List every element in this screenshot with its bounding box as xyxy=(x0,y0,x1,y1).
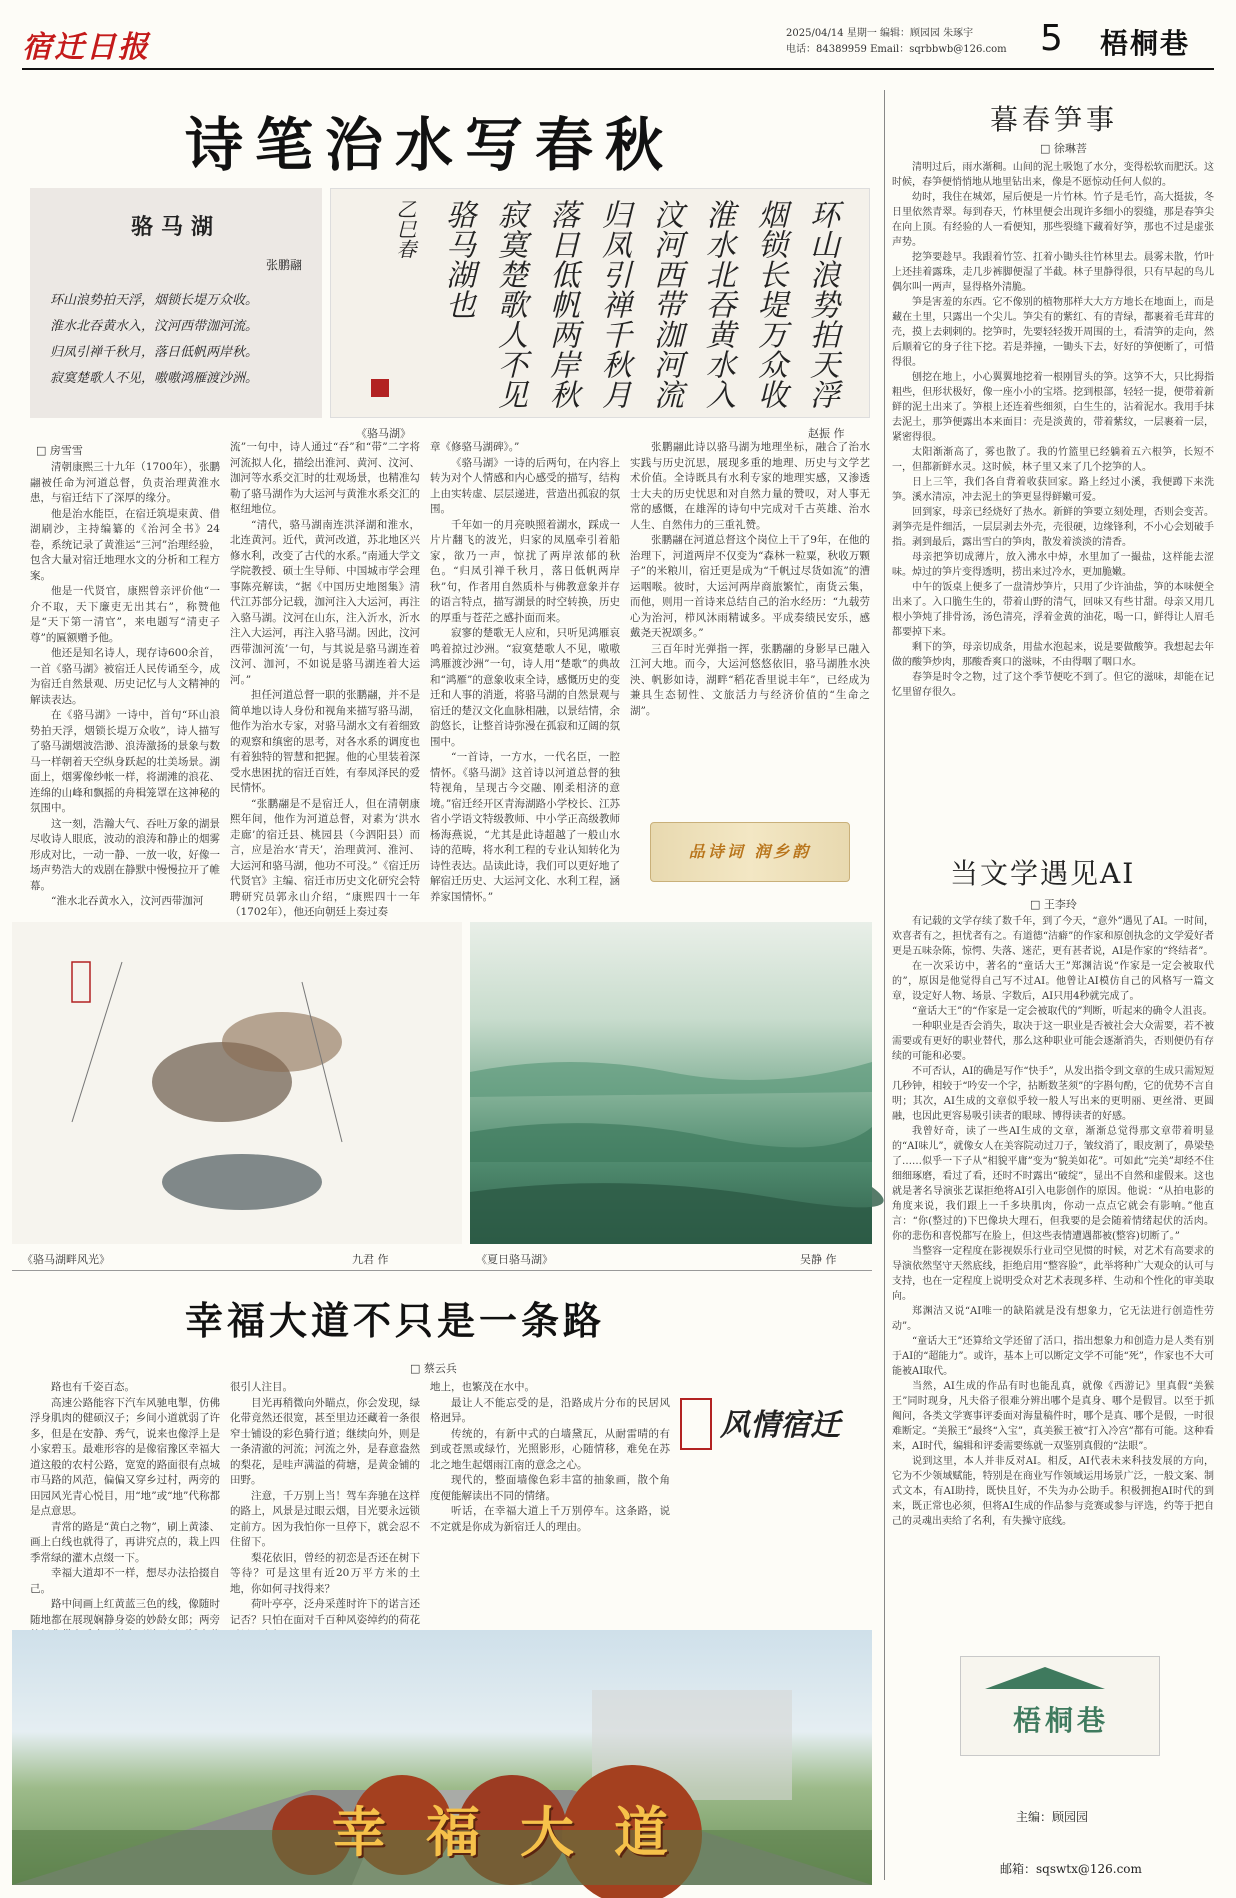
painting1-credit: 九君 作 xyxy=(352,1253,389,1266)
essay1-body xyxy=(892,160,1214,835)
road-sign-text: 幸福大道 xyxy=(332,1800,708,1864)
paragraph: 母亲把笋切成薄片，放入沸水中焯，水里加了一撮盐，这样能去涩味。焯过的笋片变得透明，捞出来过冷水，更加脆嫩。 xyxy=(892,552,1214,578)
paragraph: 郑渊洁又说“AI唯一的缺陷就是没有想象力，它无法进行创造性劳动”。 xyxy=(892,1306,1214,1332)
section-footer-box xyxy=(960,1656,1160,1756)
boats-illustration xyxy=(12,922,462,1244)
road-byline: □ 蔡云兵 xyxy=(410,1362,457,1375)
paragraph: 路中间画上红黄蓝三色的线，像随时随地都在展现娴静身姿的妙龄女郎；两旁 xyxy=(30,1598,220,1626)
section-divider xyxy=(12,1270,872,1271)
road-label-seal-icon xyxy=(680,1398,712,1450)
poem-author: 张鹏翮 xyxy=(265,258,302,272)
paragraph: “一首诗，一方水，一代名臣，一腔情怀。《骆马湖》这首诗以河道总督的独特视角，呈现古今交融、刚柔相济的意境。”宿迁经开区青海湖路小学校长、江苏省小学语文特级教师、中小学正高级教师杨海燕说，“尤其是此诗超越了一般山水诗的范畴，将水利工程的专业认知转化为诗性表达。品读此诗，我们可以更好地了解宿迁历史、大运河文化、水利工程，涵养家国情怀。” xyxy=(430,751,620,903)
calligraphy-credit: 赵振 作 xyxy=(808,427,845,440)
paragraph: 他是治水能臣，在宿迁筑堤束黄、借湖刷沙，主持编纂的《治河全书》24卷，系统记录了黄淮运“三河”治理经验，包含大量对宿迁地理水文的分析和工程方案。 xyxy=(30,507,220,582)
paragraph: “淮水北吞黄水入，汶河西带泇河 xyxy=(51,895,204,907)
page-number: 5 xyxy=(1040,18,1063,59)
poem-title: 骆马湖 xyxy=(130,214,221,240)
paragraph: 寂寥的楚歌无人应和，只听见鸿雁哀鸣着掠过沙洲。“寂寞楚歌人不见，嗷嗷鸿雁渡沙洲”一句，诗人用“楚歌”的典故和“鸿雁”的意象收束全诗，感慨历史的变迁和人事的消逝，将骆马湖的自然景观与宿迁的楚汉文化血脉相融，以景结情，余韵悠长，让整首诗弥漫在孤寂和辽阔的氛围中。 xyxy=(430,627,620,748)
essay2-byline: □ 王李玲 xyxy=(1030,898,1077,911)
painting1-caption: 《骆马湖畔风光》 xyxy=(22,1253,110,1266)
essay2-title: 当文学遇见AI xyxy=(950,857,1136,890)
paragraph: 一种职业是否会消失，取决于这一职业是否被社会大众需要，若不被需要或有更好的职业替代，那么这种职业可能会逐渐消失，否则便仍有存续的可能和必要。 xyxy=(892,1021,1214,1062)
paragraph: 幸福大道却不一样，想尽办法拾掇自己。 xyxy=(30,1567,220,1595)
road-col-1 xyxy=(30,1380,220,1628)
paragraph: 清朝康熙三十九年（1700年），张鹏翮被任命为河道总督，负责治理黄淮水患，与宿迁结下了深厚的缘分。 xyxy=(30,461,220,504)
road-title: 幸福大道不只是一条路 xyxy=(185,1298,606,1343)
paragraph: 地上，也繁茂在水中。 xyxy=(430,1381,535,1393)
paragraph: 中午的饭桌上便多了一盘清炒笋片，只用了少许油盐，笋的本味便全出来了。入口脆生生的，带着山野的清气，回味又有些甘甜。母亲又用几根小笋炖了排骨汤，汤色清亮，浮着金黄的油花，喝一口，鲜得让人眉毛都要掉下来。 xyxy=(892,582,1214,638)
paragraph: 挖笋要趁早。我跟着竹笠、扛着小锄头往竹林里去。晨雾未散，竹叶上还挂着露珠，走几步裤脚便湿了半截。林子里静得很，只有早起的鸟儿偶尔叫一两声，显得格外清脆。 xyxy=(892,252,1214,293)
calligraphy-column: 环山浪势拍天浮 xyxy=(804,199,839,409)
poem-line: 寂寞楚歌人不见，嗷嗷鸿雁渡沙洲。 xyxy=(50,371,259,386)
paragraph: 听话，在幸福大道上千万别停车。这条路，说不定就是你成为新宿迁人的理由。 xyxy=(430,1505,670,1533)
paragraph: 路也有千姿百态。 xyxy=(51,1381,135,1393)
painting2-caption: 《夏日骆马湖》 xyxy=(476,1253,553,1266)
calligraphy-caption: 《骆马湖》 xyxy=(356,427,411,440)
contact-line: 电话：84389959 Email：sqrbbwb@126.com xyxy=(786,44,1007,55)
email-line: 邮箱：sqswtx@126.com xyxy=(1000,1862,1142,1876)
calligraphy-column: 淮水北吞黄水入 xyxy=(700,199,735,409)
calligraphy-column: 汶河西带泇河流 xyxy=(648,199,683,409)
house-icon xyxy=(985,1667,1105,1689)
paragraph: 在《骆马湖》一诗中，首句“环山浪势拍天浮，烟锁长堤万众收”，诗人描写了骆马湖烟波浩渺、浪涛激扬的景象与数马一样朝着天空纵身跃起的壮美场景。湖面上，烟雾像纱帐一样，将湖滩的浪花、连绵的山峰和飘摇的舟楫笼罩在这神秘的氛围中。 xyxy=(30,709,220,814)
paragraph: 高速公路能容下汽车风驰电掣，仿佛浮身肌肉的健硕汉子；乡间小道就弱了许多，但是在安静、秀气，说来也像浮上是小家碧玉。最难形容的是像宿豫区幸福大道这般的农村公路，宽宽的路面很有点城市马路的风范，偏偏又穿乡过村，两旁的田园风光青心悦目，用“地”或“地”代称都是点意思。 xyxy=(30,1396,220,1517)
newspaper-logo: 宿迁日报 xyxy=(22,30,150,65)
feature-col-4 xyxy=(630,440,870,775)
poem-line: 环山浪势拍天浮，烟锁长堤万众收。 xyxy=(50,293,259,308)
editor-line: 主编：顾园园 xyxy=(1016,1810,1089,1824)
seal-stamp-icon xyxy=(371,379,389,397)
calligraphy-column: 寂寞楚歌人不见 xyxy=(492,199,527,409)
paragraph: 这一刻，浩瀚大气、吞吐万象的湖景尽收诗人眼底，波动的浪涛和静止的烟雾形成对比，一动一静、一放一收，好像一场声势浩大的戏剧在静默中慢慢拉开了帷幕。 xyxy=(30,817,220,892)
paragraph: 张鹏翮此诗以骆马湖为地理坐标，融合了治水实践与历史沉思，展现多重的地理、历史与文学艺术价值。全诗既具有水利专家的地理实感，又渗透士大夫的历史忧思和对自然力量的赞叹，对人事无常的感慨，在雄浑的诗句中完成对千古英雄、治水人生、自然伟力的三重礼赞。 xyxy=(630,441,870,531)
poem-line: 归凤引禅千秋月，落日低帆两岸秋。 xyxy=(50,345,259,360)
paragraph: 日上三竿，我们各自背着收获回家。路上经过小溪，我便蹲下来洗笋。溪水清凉，冲去泥土的笋更显得鲜嫩可爱。 xyxy=(892,477,1214,503)
section-label-art xyxy=(650,822,850,882)
essay1-title: 暮春笋事 xyxy=(990,103,1119,136)
paragraph: “清代，骆马湖南连洪泽湖和淮水，北连黄河。近代，黄河改道，苏北地区兴修水利，改变了古代的水系。”南通大学文学院教授、硕士生导师、中国城市学会理事陈亮解读，“据《中国历史地图集》清代江苏部分记载，泇河注入大运河，再注入骆马湖。汶河在山东，注入沂水，沂水注入大运河，再注入骆马湖。因此，汶河西带泇河流’一句，与其说是骆马湖连着汶河、泇河，不如说是骆马湖连着大运河。” xyxy=(230,518,420,686)
paragraph: 目光再稍微向外瞄点，你会发现，绿化带竟然还很宽，甚至里边还藏着一条很窄士铺设的彩色骑行道；继续向外，则是一条清澈的河流；河流之外，是春意盎然的梨花，是哇声满溢的荷塘，是黄金铺的田野。 xyxy=(230,1396,420,1486)
paragraph: 现代的，整面墙像色彩丰富的抽象画，散个角度便能解读出不同的情绪。 xyxy=(430,1474,670,1502)
section-name: 梧桐巷 xyxy=(1100,27,1191,60)
essay1-byline: □ 徐琳菩 xyxy=(1040,142,1087,155)
feature-col-3 xyxy=(430,440,620,920)
paragraph: 清明过后，雨水渐稠。山间的泥土吸饱了水分，变得松软而肥沃。这时候，春笋便悄悄地从地里钻出来，像是不愿惊动任何人似的。 xyxy=(892,162,1214,188)
paragraph: 当整容一定程度在影视娱乐行业司空见惯的时候，对艺术有高要求的导演依然坚守天然底线，拒绝启用“整容脸”，此举将种广大观众的认可与支持，也在一定程度上说明受众对艺术表现多样、生动和个性化的审美取向。 xyxy=(892,1246,1214,1302)
footer-box-label: 梧桐巷 xyxy=(1012,1704,1109,1737)
feature-col-1 xyxy=(30,460,220,920)
paragraph: 在一次采访中，著名的“童话大王”郑渊洁说“作家是一定会被取代的”，原因是他觉得自己写不过AI。他曾让AI模仿自己的风格写一篇文章，设定好人物、场景、字数后，AI只用4秒就完成了。 xyxy=(892,961,1214,1002)
calligraphy-column: 乙巳春 xyxy=(393,199,417,259)
paragraph: 《骆马湖》一诗的后两句，在内容上转为对个人情感和内心感受的描写，结构上由实转虚、层层递进，营造出孤寂的氛围。 xyxy=(430,456,620,515)
column-divider xyxy=(884,90,885,1880)
paragraph: 梨花依旧，曾经的初恋是否还在树下等待？可是这里有近20万平方米的土地，你如何寻找得来？ xyxy=(230,1551,420,1595)
calligraphy-column: 烟锁长堤万众收 xyxy=(752,199,787,409)
paragraph: 流”一句中，诗人通过“吞”和“带”二字将河流拟人化，描绘出淮河、黄河、汶河、泇河等水系交汇时的壮观场景，也精准勾勒了骆马湖作为大运河与黄淮水系交汇的枢纽地位。 xyxy=(230,441,420,515)
paragraph: 剩下的笋，母亲切成条，用盐水泡起来，说是要做酸笋。我想起去年做的酸笋炒肉，那酸香爽口的滋味，不由得咽了咽口水。 xyxy=(892,642,1214,668)
masthead-rule xyxy=(22,68,1214,70)
road-col-3 xyxy=(430,1380,670,1533)
paragraph: 最让人不能忘受的是，沿路成片分布的民居风格迥异。 xyxy=(430,1396,670,1424)
paragraph: 当然，AI生成的作品有时也能乱真，就像《西游记》里真假“美猴王”同时现身，凡夫俗子很难分辨出哪个是真身、哪个是假冒。以至于抓阄问，各类文学赛事评委面对海量稿件时，哪个是真、哪个是假，一时很难断定。“美猴王”最终“入宝”，真美猴王被“打入冷宫”都有可能。这种看来，AI时代，编辑和评委需要练就一双鉴别真假的“法眼”。 xyxy=(892,1381,1214,1452)
calligraphy-column: 落日低帆两岸秋 xyxy=(544,199,579,409)
paragraph: 传统的，有新中式的白墙黛瓦，从耐雷晴的有到或苍黑或绿竹，光照影形，心随情移，难免在苏北之地生起烟雨江南的意念之心。 xyxy=(430,1427,670,1471)
feature-title: 诗笔治水写春秋 xyxy=(185,111,676,179)
paragraph: 张鹏翮在河道总督这个岗位上干了9年，在他的治理下，河道两岸不仅变为“森林一粒粟，秋收万颗子”的米粮川，宿迁更是成为“千帆过尽货如流”的漕运咽喉。彼时，大运河两岸商旅繁忙，南货云集，而他，则用一首诗来总结自己的治水经历：“九载劳心为治河，栉风沐雨精诚多。平成奏绩民安乐，感戴尧天祝颂多。” xyxy=(630,534,870,639)
paragraph: 他是一代贤官，康熙曾亲评价他“一介不取，天下廉吏无出其右”，称赞他是“天下第一清官”，来电题写“清吏子尊”的匾额赠予他。 xyxy=(30,585,220,644)
paragraph: 刨挖在地上，小心翼翼地挖着一根刚冒头的笋。这笋不大，只比拇指粗些，但形状极好，像一座小小的宝塔。挖到根部，轻轻一提，便带着新鲜的泥土出来了。笋根上还连着些细须，白生生的，沾着泥水。我用手抹去泥土，那笋便露出本来面目：壳是淡黄的，带着紫纹，一层裹着一层，紧密得很。 xyxy=(892,372,1214,443)
painting2-credit: 吴静 作 xyxy=(800,1253,837,1266)
calligraphy-column: 归凤引禅千秋月 xyxy=(596,199,631,409)
calligraphy-column: 骆马湖也 xyxy=(440,199,475,319)
calligraphy-artwork xyxy=(330,188,870,418)
paragraph: 有记载的文学存续了数千年，到了今天，“意外”遇见了AI。一时间，欢喜者有之，担忧者有之。有道德“洁癖”的作家和原创执念的文学爱好者更是五味杂陈，惊愕、失落、迷茫，更有甚者说，AI是作家的“终结者”。 xyxy=(892,916,1214,957)
paragraph: 很引人注目。 xyxy=(230,1381,293,1393)
paragraph: 幼时，我住在城郊，屋后便是一片竹林。竹子是毛竹，高大挺拔，冬日里依然青翠。每到春天，竹林里便会出现许多细小的裂缝，那是春笋尖在向上顶。有经验的人一看便知，那些裂缝下藏着好笋，那也不过是虚张声势。 xyxy=(892,192,1214,248)
poem-box xyxy=(30,188,322,418)
paragraph: 千年如一的月亮映照着湖水，踩成一片片翻飞的波光，归家的凤凰牵引着船家，欲乃一声，惊扰了两岸浓郁的秋色。“归凤引禅千秋月，落日低帆两岸秋”句，作者用自然质朴与佛教意象并存的语言特点，描写湖景的时空转换，历史的厚重与苍茫之感扑面而来。 xyxy=(430,518,620,624)
date-line: 2025/04/14 星期一 编辑：顾园园 朱琢宇 xyxy=(786,28,974,39)
paragraph: “童话大王”的“作家是一定会被取代的”判断，听起来的确令人沮丧。 xyxy=(912,1006,1213,1017)
paragraph: 回到家，母亲已经烧好了热水。新鲜的笋要立刻处理，否则会变苦。剥笋壳是件细活，一层层剥去外壳，壳很硬，边缘锋利，不小心会划破手指。剥到最后，露出雪白的笋肉，散发着淡淡的清香。 xyxy=(892,507,1214,548)
paragraph: 春笋是时令之物，过了这个季节便吃不到了。但它的滋味，却能在记忆里留存很久。 xyxy=(892,672,1214,698)
paragraph: 荷叶亭亭，泛舟采莲时许下的诺言还记否？只怕在面对千百种风姿绰约的荷花 xyxy=(230,1598,420,1626)
road-label-text: 风情宿迁 xyxy=(720,1408,840,1443)
feature-byline: □ 房雪雪 xyxy=(36,444,83,457)
poem-line: 淮水北吞黄水入，汶河西带泇河流。 xyxy=(50,319,259,334)
paragraph: 不可否认，AI的确是写作“快手”，从发出指令到文章的生成只需短短几秒钟，相较于“吟安一个字，拈断数茎须”的字斟句酌，它的优势不言自明；其次，AI生成的文章似乎较一般人写出来的更明丽、更丝滑、更圆融，也因此更容易吸引读者的眼球、博得读者的好感。 xyxy=(892,1066,1214,1122)
paragraph: 担任河道总督一职的张鹏翮，并不是简单地以诗人身份和视角来描写骆马湖，他作为治水专家，对骆马湖水文有着细致的观察和缜密的思考，对各水系的调度也有着独特的智慧和把握。他的心里装着深受水患困扰的宿迁百姓，有奉凤泽民的爱民情怀。 xyxy=(230,689,420,794)
paragraph: 三百年时光弹指一挥，张鹏翮的身影早已融入江河大地。而今，大运河悠悠依旧，骆马湖胜水泱泱、帆影如诗，湖畔“稻花香里说丰年”，已经成为兼具生态韧性、文旅活力与经济价值的“生命之湖”。 xyxy=(630,642,870,717)
poem-lines xyxy=(50,288,310,392)
paragraph: “张鹏翮是不是宿迁人，但在清朝康熙年间，他作为河道总督，对素为‘洪水走廊’的宿迁县、桃园县（今泗阳县）而言，应是治水‘青天’，治理黄河、淮河、大运河和骆马湖，他功不可没。”《宿迁历代贤官》主编、宿迁市历史文化研究会特聘研究员郭永山介绍，“康熙四十一年（1702年），他还向朝廷上奏过奏 xyxy=(230,797,420,918)
lake-illustration xyxy=(470,922,872,1244)
feature-col-2 xyxy=(230,440,420,920)
section-label-text: 品诗词 润乡韵 xyxy=(688,842,812,861)
road-col-2 xyxy=(230,1380,420,1628)
paragraph: 笋是害羞的东西。它不像别的植物那样大大方方地长在地面上，而是藏在土里，只露出一个尖儿。笋尖有的紫红、有的青绿，都裹着毛茸茸的壳，摸上去刺刺的。挖笋时，先要轻轻拨开周围的土，看清笋的走向，然后顺着它的身子往下挖。若是莽撞，一锄头下去，好好的笋便断了，可惜得很。 xyxy=(892,297,1214,368)
painting-boats xyxy=(12,922,462,1244)
road-photo xyxy=(12,1630,872,1885)
paragraph: 说到这里，本人并非反对AI。相反，AI代表未来科技发展的方向，它为不少领域赋能，特别是在商业写作领域运用场景广泛，一般文案、制式文本，有AI助持，既快且好，不失为办公助手。积极拥抱AI时代的到来，既正常也必须，但将AI生成的作品参与竞赛或参与评选，约等于把自己的灵魂出卖给了名利，有失操守底线。 xyxy=(892,1456,1214,1527)
paragraph: 太阳渐渐高了，雾也散了。我的竹篮里已经躺着五六根笋，长短不一，但都新鲜水灵。这时候，林子里又来了几个挖笋的人。 xyxy=(892,447,1214,473)
road-label-art xyxy=(680,1390,860,1460)
painting-lake xyxy=(470,922,872,1244)
paragraph: 青常的路是“黄白之物”，刷上黄漆、画上白线也就得了，再讲究点的，栽上四季常绿的灌木点缀一下。 xyxy=(30,1520,220,1564)
paragraph: 章《修骆马湖碑》。” xyxy=(430,441,520,453)
paragraph: 注意，千万别上当！驾车奔驰在这样的路上，风景是过眼云烟，目光要永远锁定前方。因为我怕你一旦停下，就会忍不住留下。 xyxy=(230,1489,420,1548)
essay2-body xyxy=(892,914,1214,1644)
paragraph: 我曾好奇，读了一些AI生成的文章，渐渐总觉得那文章带着明显的“AI味儿”，就像女人在美容院动过刀子，皱纹消了，眼皮割了，鼻梁垫了……似乎一下子从“相貌平庸”变为“貌美如花”。可如此“完美”却经不住细细琢磨，看过了看，还时不时露出“破绽”，显出不自然和虚假来。这也就是著名导演张艺谋拒绝将AI引入电影创作的原因。他说：“从拍电影的角度来说，我们跟上一千多块肌肉，你动一点点它就会有影响。”他直言：“你(整过的)下巴像块大理石，但我要的是会随着情绪起伏的活肉。你的悲伤和喜悦都写在脸上，但这些表情遭遇都被(整容)切断了。” xyxy=(892,1126,1214,1242)
paragraph: “童话大王”还算给文学还留了活口，指出想象力和创造力是人类有别于AI的“超能力”。或许，基本上可以断定文学不可能“死”，作家也不大可能被AI取代。 xyxy=(892,1336,1214,1377)
paragraph: 他还是知名诗人，现存诗600余首，一首《骆马湖》被宿迁人民传诵至今，成为宿迁自然景观、历史记忆与人文精神的解读表达。 xyxy=(30,647,220,706)
